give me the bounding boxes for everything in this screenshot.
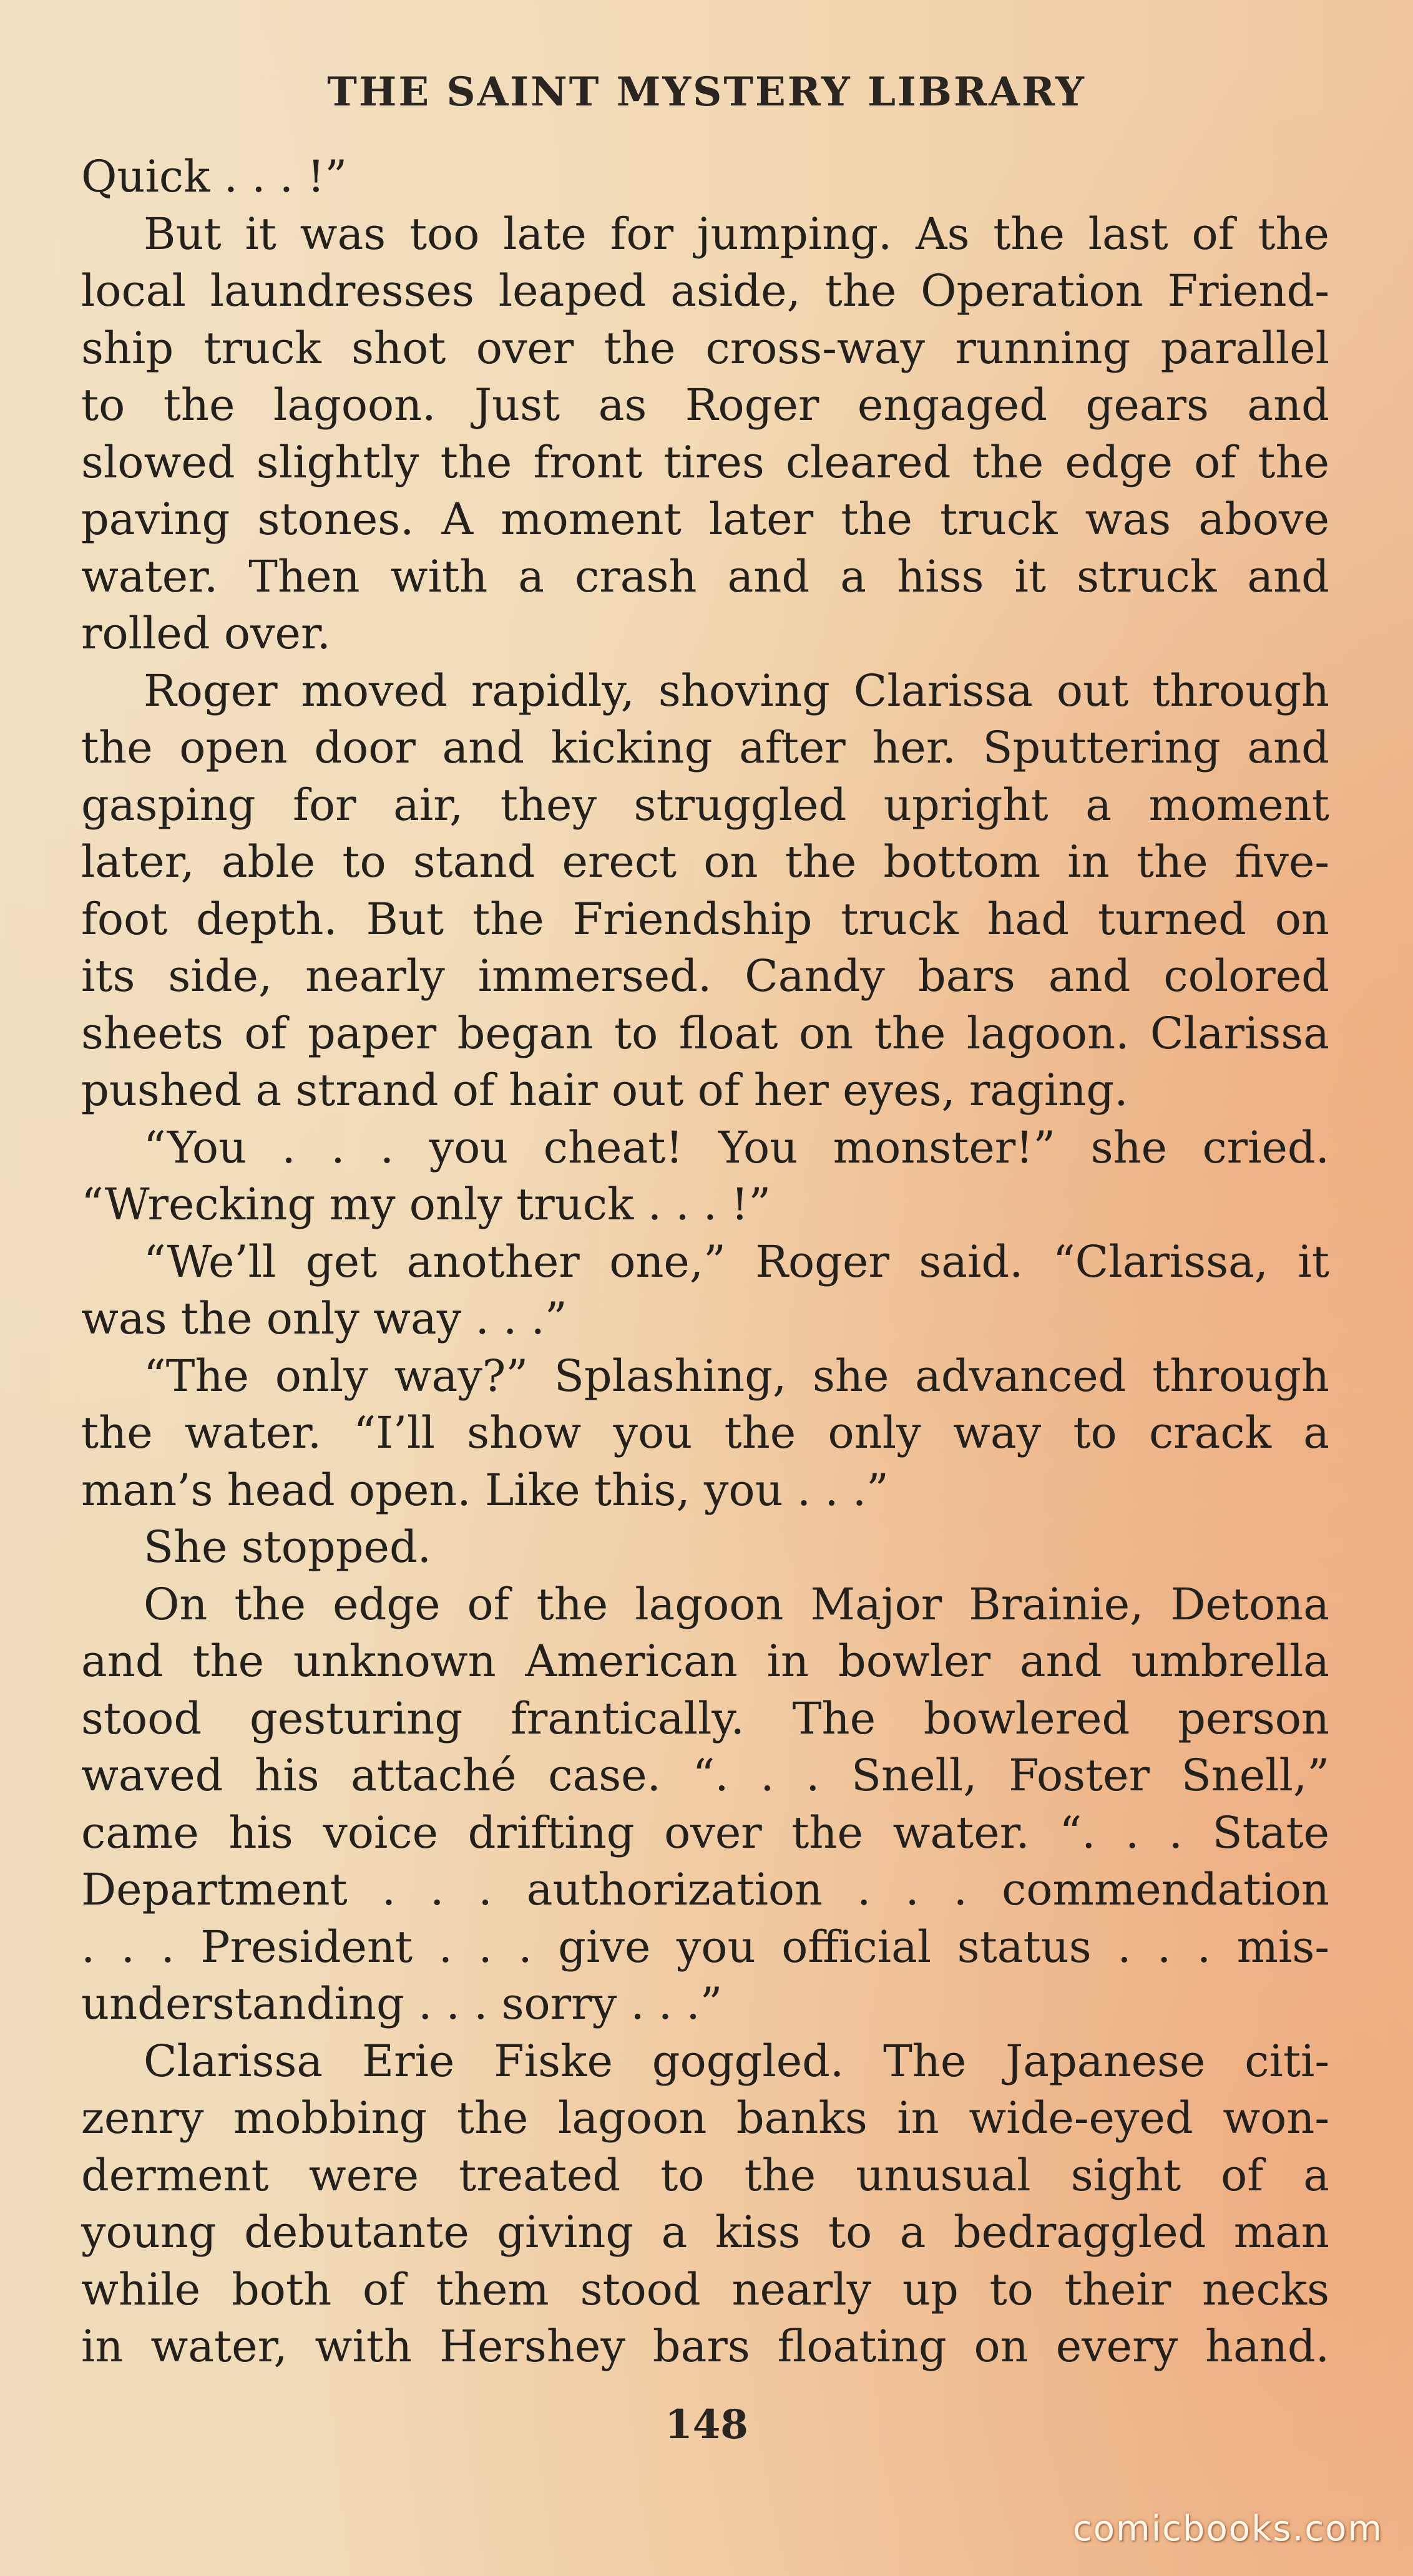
text-line: rolled over. [81,608,331,659]
page-number: 148 [665,2401,748,2448]
text-line: its side, nearly immersed. Candy bars and colored [81,950,1329,1002]
text-line: pushed a strand of hair out of her eyes, raging. [81,1065,1128,1116]
text-line: man’s head open. Like this, you . . .” [81,1464,889,1516]
text-line: “Wrecking my only truck . . . !” [81,1179,771,1230]
text-line: in water, with Hershey bars floating on every hand. [81,2321,1329,2372]
text-line: But it was too late for jumping. As the last of the [144,208,1329,260]
text-line: understanding . . . sorry . . .” [81,1978,723,2029]
text-line: Quick . . . !” [81,151,348,202]
text-line: was the only way . . .” [81,1293,567,1344]
text-line: paving stones. A moment later the truck was above [81,494,1329,545]
text-line: slowed slightly the front tires cleared the edge of the [81,436,1329,488]
text-line: gasping for air, they struggled upright a moment [81,779,1329,831]
text-line: “You . . . you cheat! You monster!” she cried. [144,1121,1329,1173]
text-line: Clarissa Erie Fiske goggled. The Japanese citi- [144,2035,1329,2087]
text-line: derment were treated to the unusual sight of a [81,2149,1329,2201]
text-line: stood gesturing frantically. The bowlered person [81,1692,1329,1744]
text-line: zenry mobbing the lagoon banks in wide-eyed won- [81,2092,1329,2144]
text-line: ship truck shot over the cross-way running parallel [81,322,1329,374]
text-line: and the unknown American in bowler and umbrella [81,1636,1329,1687]
text-line: the water. “I’ll show you the only way to crack a [81,1407,1329,1458]
text-line: the open door and kicking after her. Sputtering and [81,722,1329,773]
text-line: while both of them stood nearly up to their necks [81,2263,1329,2315]
text-line: came his voice drifting over the water. “. . . State [81,1807,1329,1858]
text-line: later, able to stand erect on the bottom in the five- [81,836,1329,887]
text-line: to the lagoon. Just as Roger engaged gears and [81,379,1329,431]
body-text [81,149,1329,2376]
text-line: Roger moved rapidly, shoving Clarissa out through [144,665,1329,716]
text-line: . . . President . . . give you official status . . . mis- [81,1921,1329,1973]
text-line: foot depth. But the Friendship truck had turned on [81,893,1329,945]
text-line: “We’ll get another one,” Roger said. “Clarissa, it [144,1236,1329,1287]
text-line: sheets of paper began to float on the lagoon. Clarissa [81,1007,1329,1059]
text-line: young debutante giving a kiss to a bedraggled man [81,2207,1329,2258]
text-line: waved his attaché case. “. . . Snell, Foster Snell,” [81,1750,1329,1801]
text-line: She stopped. [144,1521,432,1573]
running-head: THE SAINT MYSTERY LIBRARY [327,69,1086,115]
text-line: Department . . . authorization . . . commendation [81,1864,1329,1915]
text-line: “The only way?” Splashing, she advanced through [144,1350,1329,1402]
watermark: comicbooks.com [1072,2509,1383,2549]
text-line: water. Then with a crash and a hiss it struck and [81,550,1329,602]
text-line: On the edge of the lagoon Major Brainie, Detona [144,1578,1329,1630]
text-line: local laundresses leaped aside, the Operation Friend- [81,265,1329,316]
